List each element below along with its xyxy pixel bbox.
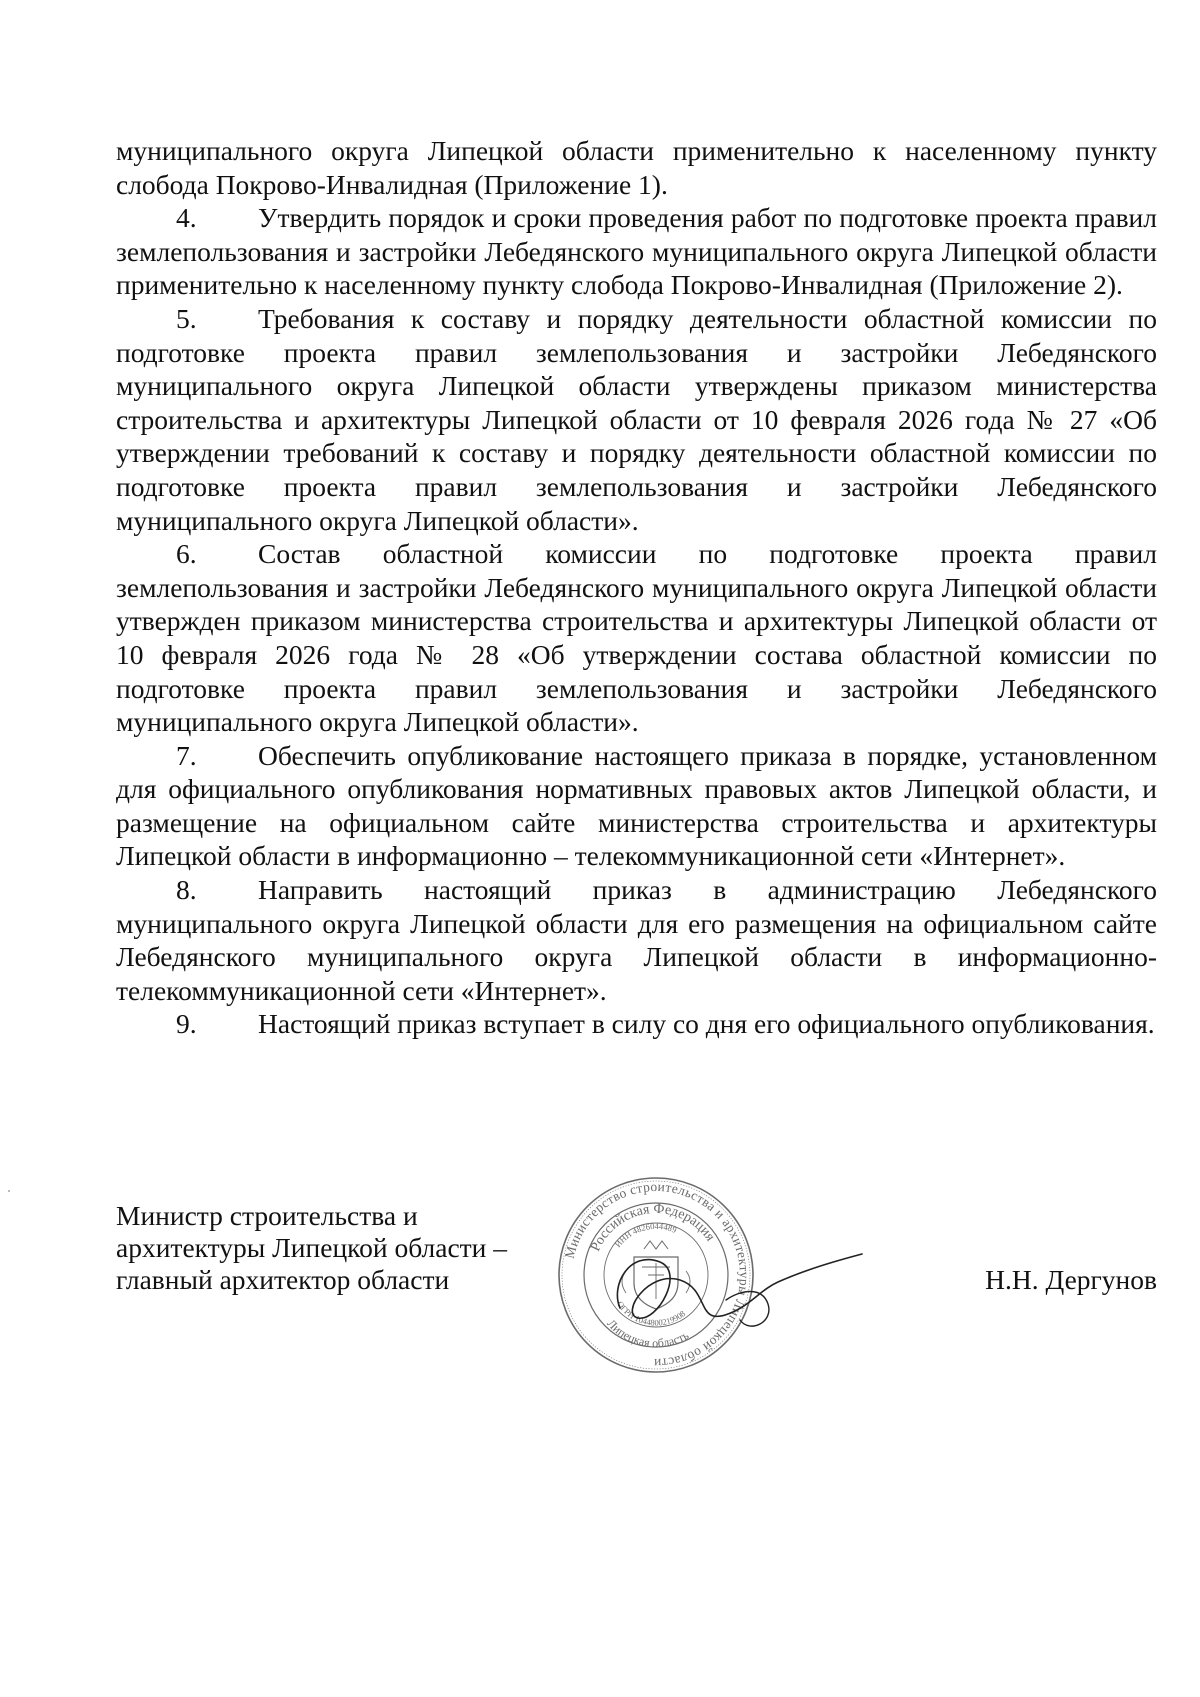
handwritten-signature [600, 1230, 900, 1340]
paragraph-number: 5. [176, 302, 197, 334]
intro-line-1: муниципального округа Липецкой области применительно к населенному пункту [116, 135, 1157, 166]
stamp-inner-text: Российская Федерация [588, 1201, 718, 1254]
paragraph-text: Направить настоящий приказ в администрацию Лебедянского муниципального округа Липецкой области для его размещения на официальном сайте Лебедянского муниципального округа Липецкой области в информационно-телекоммуникационной сети «Интернет». [116, 874, 1157, 1006]
paragraph-number: 7. [176, 739, 197, 771]
paragraph-number: 4. [176, 202, 197, 234]
document-body [116, 134, 1157, 1041]
paragraph-text: Состав областной комиссии по подготовке проекта правил землепользования и застройки Лебедянского муниципального округа Липецкой области утвержден приказом министерства строительства и архитектуры Липецкой области от 10 февраля 2026 года № 28 «Об утверждении состава областной комиссии по подготовке проекта правил землепользования и застройки Лебедянского муниципального округа Липецкой области». [116, 538, 1157, 738]
paragraph-number: 9. [176, 1008, 197, 1040]
position-line: Министр строительства и [116, 1200, 418, 1231]
stamp-inn: ИНН 4826044489 [612, 1220, 679, 1250]
signatory-position [116, 1200, 576, 1296]
numbered-paragraph-6 [116, 537, 1157, 739]
numbered-paragraph-8 [116, 873, 1157, 1007]
stamp-bottom-text: Липецкая область [604, 1316, 691, 1351]
paragraph-text: Обеспечить опубликование настоящего приказа в порядке, установленном для официального опубликования нормативных правовых актов Липецкой области, и размещение на официальном сайте министерства строительства и архитектуры Липецкой области в информационно – телекоммуникационной сети «Интернет». [116, 739, 1157, 872]
paragraph-text: Требования к составу и порядку деятельности областной комиссии по подготовке проекта правил землепользования и застройки Лебедянского муниципального округа Липецкой области утверждены приказом министерства строительства и архитектуры Липецкой области от 10 февраля 2026 года № 27 «Об утверждении требований к составу и порядку деятельности областной комиссии по подготовке проекта правил землепользования и застройки Лебедянского муниципального округа Липецкой области». [116, 302, 1157, 536]
paragraph-text: Настоящий приказ вступает в силу со дня его официального опубликования. [258, 1008, 1155, 1040]
scan-speck [8, 1190, 10, 1192]
position-line: главный архитектор области [116, 1264, 450, 1295]
stamp-ogrn: ОГРН 1044800219908 [615, 1299, 688, 1328]
stamp-outer-text: Министерство строительства и архитектуры Липецкой области [561, 1178, 753, 1372]
numbered-paragraph-7 [116, 739, 1157, 873]
position-line: архитектуры Липецкой области – [116, 1232, 508, 1263]
numbered-paragraph-9 [116, 1007, 1157, 1041]
numbered-paragraph-4 [116, 201, 1157, 302]
intro-line-2: слобода Покрово-Инвалидная (Приложение 1). [116, 168, 668, 200]
paragraph-text: Утвердить порядок и сроки проведения работ по подготовке проекта правил землепользования и застройки Лебедянского муниципального округа Липецкой области применительно к населенному пункту слобода Покрово-Инвалидная (Приложение 2). [116, 202, 1157, 301]
numbered-paragraph-5 [116, 302, 1157, 537]
signatory-name: Н.Н. Дергунов [985, 1264, 1157, 1295]
paragraph-number: 8. [176, 874, 197, 906]
paragraph-number: 6. [176, 538, 197, 570]
